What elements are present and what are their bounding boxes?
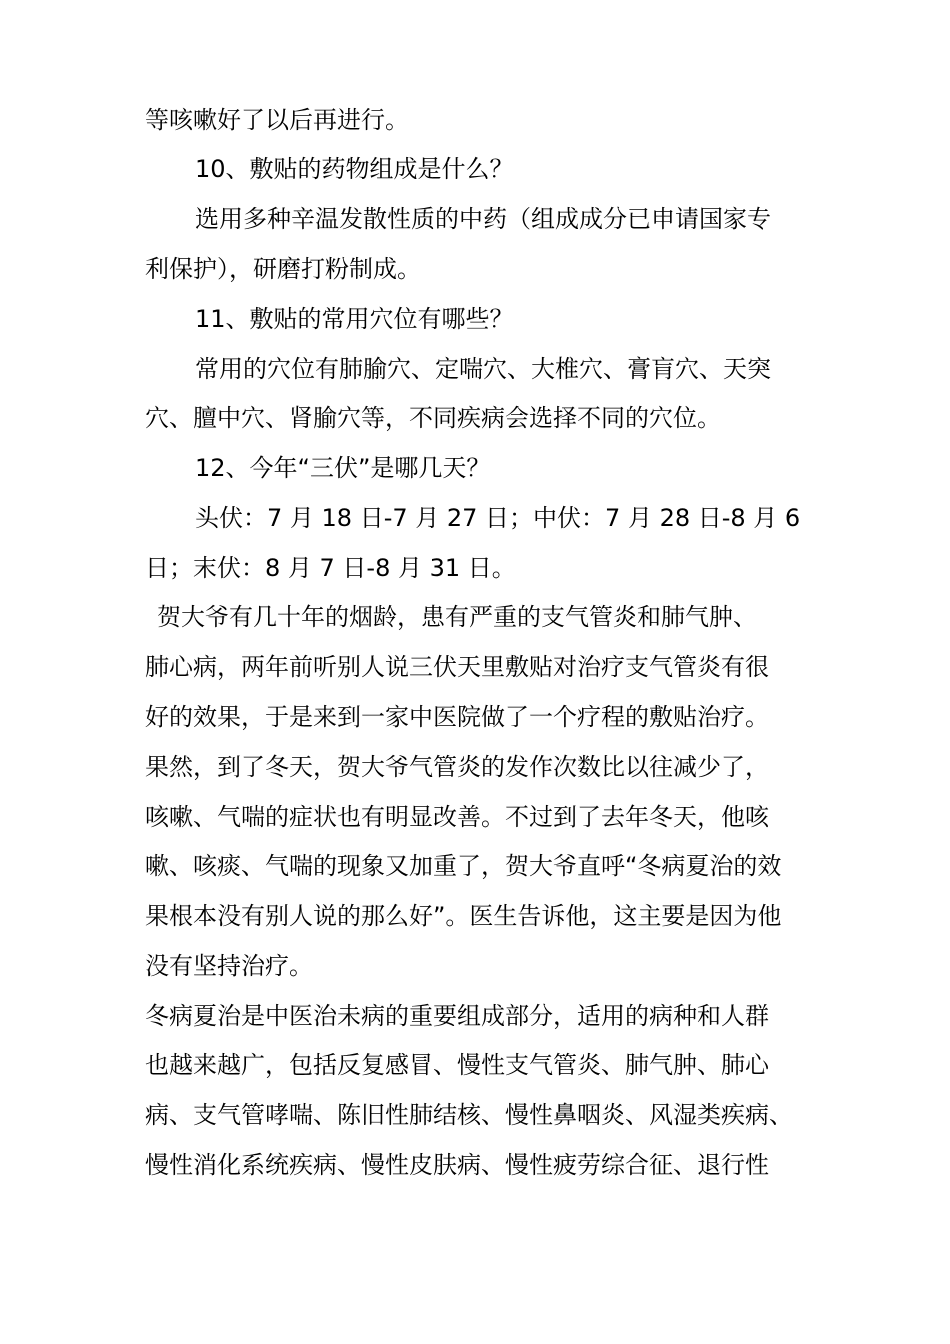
text-line: 果根本没有别人说的那么好”。医生告诉他，这主要是因为他 [145, 902, 782, 930]
text-line: 日；末伏：8 月 7 日-8 月 31 日。 [145, 554, 516, 582]
question-heading: 10、敷贴的药物组成是什么？ [195, 155, 514, 183]
text-line: 冬病夏治是中医治未病的重要组成部分，适用的病种和人群 [145, 1002, 769, 1030]
text-line: 利保护），研磨打粉制成。 [145, 255, 421, 283]
text-line: 果然，到了冬天，贺大爷气管炎的发作次数比以往减少了， [145, 753, 769, 781]
question-heading: 11、敷贴的常用穴位有哪些？ [195, 305, 514, 333]
text-line: 头伏：7 月 18 日-7 月 27 日；中伏：7 月 28 日-8 月 6 [195, 504, 801, 532]
text-line: 咳嗽、气喘的症状也有明显改善。不过到了去年冬天，他咳 [145, 803, 769, 831]
text-line: 肺心病，两年前听别人说三伏天里敷贴对治疗支气管炎有很 [145, 653, 769, 681]
text-line: 慢性消化系统疾病、慢性皮肤病、慢性疲劳综合征、退行性 [145, 1151, 769, 1179]
text-line: 也越来越广，包括反复感冒、慢性支气管炎、肺气肿、肺心 [145, 1051, 769, 1079]
text-line: 贺大爷有几十年的烟龄，患有严重的支气管炎和肺气肿、 [157, 603, 757, 631]
text-line: 嗽、咳痰、气喘的现象又加重了，贺大爷直呼“冬病夏治的效 [145, 852, 782, 880]
text-line: 病、支气管哮喘、陈旧性肺结核、慢性鼻咽炎、风湿类疾病、 [145, 1101, 793, 1129]
text-line: 没有坚持治疗。 [145, 952, 313, 980]
text-line: 选用多种辛温发散性质的中药（组成成分已申请国家专 [195, 205, 771, 233]
text-line: 常用的穴位有肺腧穴、定喘穴、大椎穴、膏肓穴、天突 [195, 355, 771, 383]
question-heading: 12、今年“三伏”是哪几天？ [195, 454, 491, 482]
text-line: 等咳嗽好了以后再进行。 [145, 106, 409, 134]
text-line: 穴、膻中穴、肾腧穴等，不同疾病会选择不同的穴位。 [145, 404, 721, 432]
text-line: 好的效果，于是来到一家中医院做了一个疗程的敷贴治疗。 [145, 703, 769, 731]
